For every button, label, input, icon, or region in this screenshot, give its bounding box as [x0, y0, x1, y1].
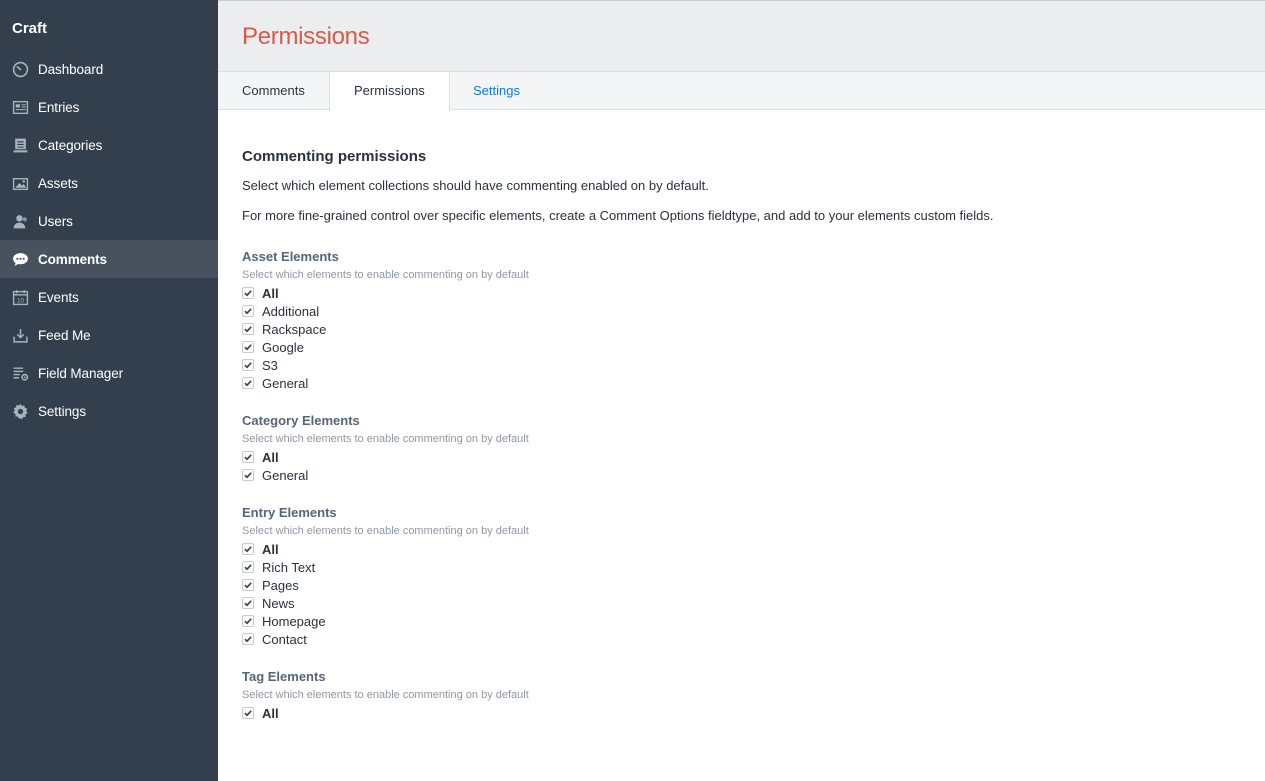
- sidebar-item-entries[interactable]: [0, 88, 218, 126]
- group-title: Category Elements: [242, 413, 360, 428]
- tab-settings[interactable]: Settings: [473, 83, 520, 98]
- intro-text-detail: For more fine-grained control over specific elements, create a Comment Options fieldtype, and add to your elements custom fields.: [242, 208, 994, 223]
- checkbox-label: All: [262, 449, 279, 465]
- checkbox-row[interactable]: [242, 448, 1232, 466]
- group-title: Entry Elements: [242, 505, 337, 520]
- checkbox[interactable]: [242, 305, 254, 317]
- intro-text: Select which element collections should have commenting enabled on by default.: [242, 178, 709, 193]
- feed-me-icon: [11, 326, 29, 344]
- checkbox-label: General: [262, 375, 309, 391]
- checkbox-row[interactable]: [242, 630, 1232, 648]
- checkbox-row[interactable]: [242, 356, 1232, 374]
- checkbox-row[interactable]: [242, 704, 1232, 722]
- sidebar-item-label: Dashboard: [38, 61, 104, 77]
- tab-comments[interactable]: Comments: [242, 83, 305, 98]
- sidebar-item-feed-me[interactable]: [0, 316, 218, 354]
- checkbox-label: S3: [262, 357, 278, 373]
- group-hint: Select which elements to enable commenting on by default: [242, 689, 529, 701]
- sidebar-item-dashboard[interactable]: [0, 50, 218, 88]
- section-title: Commenting permissions: [242, 148, 427, 165]
- checkbox[interactable]: [242, 561, 254, 573]
- dashboard-icon: [11, 60, 29, 78]
- events-icon: [11, 288, 29, 306]
- group-hint: Select which elements to enable commenting on by default: [242, 269, 529, 281]
- checkbox-label: Pages: [262, 577, 299, 593]
- checkbox[interactable]: [242, 543, 254, 555]
- page-header: [218, 0, 1265, 72]
- checkbox-row[interactable]: [242, 284, 1232, 302]
- sidebar-item-label: Assets: [38, 175, 78, 191]
- brand-name[interactable]: Craft: [12, 20, 48, 37]
- checkbox-row[interactable]: [242, 540, 1232, 558]
- sidebar-item-field-manager[interactable]: [0, 354, 218, 392]
- sidebar-item-comments[interactable]: [0, 240, 218, 278]
- checkbox[interactable]: [242, 287, 254, 299]
- checkbox-label: Google: [262, 339, 304, 355]
- tag-elements-group: [242, 669, 1232, 722]
- comments-icon: [11, 250, 29, 268]
- checkbox-label: All: [262, 705, 279, 721]
- checkbox-row[interactable]: [242, 320, 1232, 338]
- checkbox-row[interactable]: [242, 594, 1232, 612]
- category-elements-group: [242, 413, 1232, 484]
- sidebar-item-categories[interactable]: [0, 126, 218, 164]
- settings-icon: [11, 402, 29, 420]
- checkbox[interactable]: [242, 579, 254, 591]
- categories-icon: [11, 136, 29, 154]
- checkbox[interactable]: [242, 615, 254, 627]
- checkbox[interactable]: [242, 451, 254, 463]
- checkbox-row[interactable]: [242, 338, 1232, 356]
- sidebar-item-label: Entries: [38, 99, 80, 115]
- calendar-day-number: 10: [16, 297, 24, 305]
- checkbox-row[interactable]: [242, 576, 1232, 594]
- sidebar-nav: [0, 50, 218, 430]
- sidebar-item-label: Events: [38, 289, 79, 305]
- checkbox[interactable]: [242, 323, 254, 335]
- tab-bar: [218, 72, 1265, 110]
- assets-icon: [11, 174, 29, 192]
- checkbox-row[interactable]: [242, 558, 1232, 576]
- sidebar-item-settings[interactable]: [0, 392, 218, 430]
- checkbox[interactable]: [242, 597, 254, 609]
- group-title: Tag Elements: [242, 669, 326, 684]
- checkbox-row[interactable]: [242, 374, 1232, 392]
- checkbox-label: General: [262, 467, 309, 483]
- checkbox[interactable]: [242, 377, 254, 389]
- checkbox-row[interactable]: [242, 466, 1232, 484]
- sidebar-item-label: Comments: [38, 251, 107, 267]
- sidebar-item-events[interactable]: [0, 278, 218, 316]
- checkbox[interactable]: [242, 359, 254, 371]
- checkbox-row[interactable]: [242, 612, 1232, 630]
- permissions-content: [242, 148, 1232, 743]
- sidebar-item-label: Categories: [38, 137, 103, 153]
- checkbox[interactable]: [242, 341, 254, 353]
- group-hint: Select which elements to enable commenting on by default: [242, 433, 529, 445]
- users-icon: [11, 212, 29, 230]
- sidebar-item-users[interactable]: [0, 202, 218, 240]
- tab-permissions[interactable]: Permissions: [329, 72, 450, 111]
- checkbox-row[interactable]: [242, 302, 1232, 320]
- checkbox-label: All: [262, 541, 279, 557]
- checkbox-label: News: [262, 595, 295, 611]
- asset-elements-group: [242, 249, 1232, 392]
- checkbox[interactable]: [242, 633, 254, 645]
- checkbox[interactable]: [242, 707, 254, 719]
- field-manager-icon: [11, 364, 29, 382]
- checkbox-label: All: [262, 285, 279, 301]
- checkbox-label: Additional: [262, 303, 320, 319]
- group-title: Asset Elements: [242, 249, 339, 264]
- group-hint: Select which elements to enable commenting on by default: [242, 525, 529, 537]
- entries-icon: [11, 98, 29, 116]
- sidebar-item-label: Feed Me: [38, 327, 91, 343]
- entry-elements-group: [242, 505, 1232, 648]
- checkbox-label: Contact: [262, 631, 307, 647]
- sidebar-item-label: Users: [38, 213, 73, 229]
- checkbox-label: Rich Text: [262, 559, 316, 575]
- sidebar-item-label: Settings: [38, 403, 86, 419]
- checkbox[interactable]: [242, 469, 254, 481]
- page-title: Permissions: [242, 23, 370, 50]
- sidebar-item-assets[interactable]: [0, 164, 218, 202]
- checkbox-label: Rackspace: [262, 321, 327, 337]
- checkbox-label: Homepage: [262, 613, 326, 629]
- sidebar-item-label: Field Manager: [38, 365, 123, 381]
- sidebar: [0, 0, 218, 781]
- main-area: [218, 0, 1265, 781]
